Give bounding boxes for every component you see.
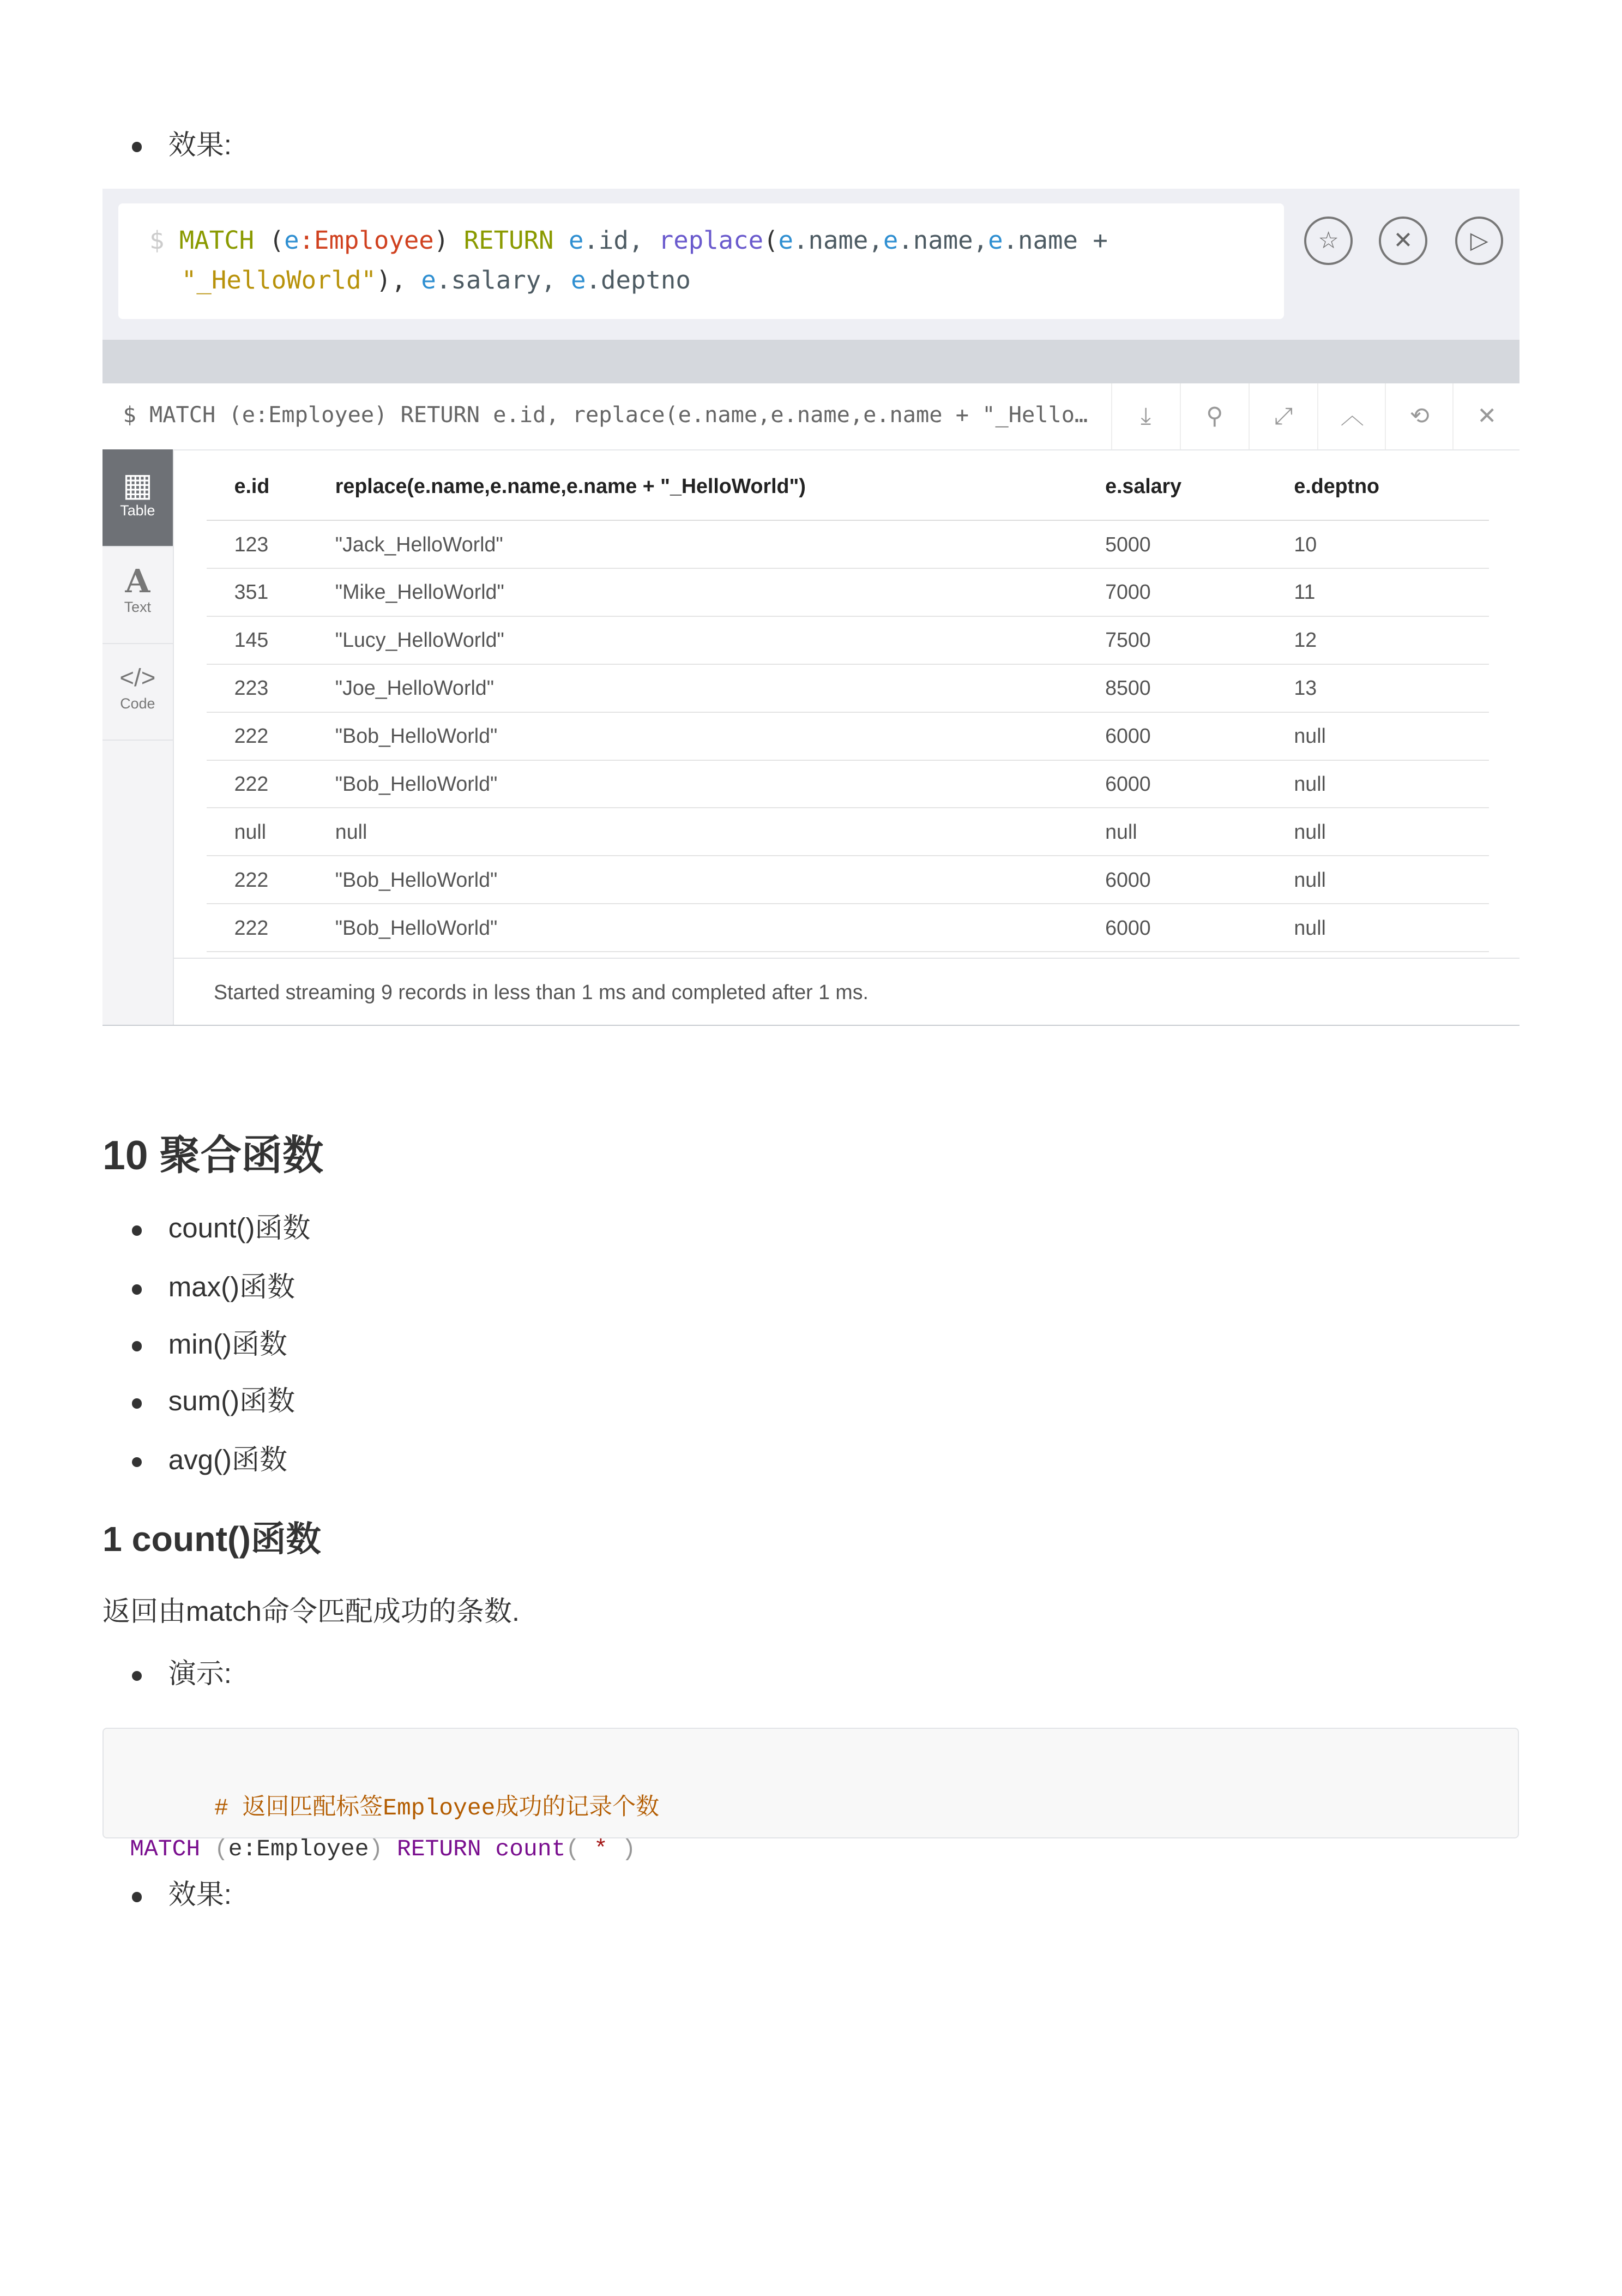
view-tab-table[interactable]: ▦ Table <box>102 449 173 547</box>
table-cell: 13 <box>1293 664 1489 712</box>
table-row <box>207 712 1489 760</box>
code-block: # 返回匹配标签Employee成功的记录个数 MATCH (e:Employee) RETURN count( * ) <box>102 1728 1519 1838</box>
table-cell: 6000 <box>1104 712 1292 760</box>
table-cell: 7000 <box>1104 568 1292 616</box>
clear-close-icon[interactable]: ✕ <box>1379 217 1427 265</box>
table-cell: 7500 <box>1104 616 1292 664</box>
view-tab-text[interactable]: A Text <box>102 546 173 644</box>
table-cell: null <box>1293 760 1489 808</box>
table-row <box>207 856 1489 904</box>
table-cell: "Bob_HelloWorld" <box>334 904 1104 952</box>
table-icon: ▦ <box>122 466 153 503</box>
table-row <box>207 520 1489 568</box>
table-cell: 6000 <box>1104 856 1292 904</box>
subsection-heading: 1 count()函数 <box>102 1519 321 1559</box>
table-cell: null <box>1293 808 1489 856</box>
text-icon: A <box>125 562 150 600</box>
column-header: e.deptno <box>1293 453 1489 520</box>
bullet-demo: 演示: <box>132 1656 232 1691</box>
column-header: e.id <box>207 453 334 520</box>
table-cell: 8500 <box>1104 664 1292 712</box>
table-cell: "Bob_HelloWorld" <box>334 760 1104 808</box>
table-cell: 5000 <box>1104 520 1292 568</box>
frame-divider <box>102 340 1520 384</box>
section-heading: 10 聚合函数 <box>102 1132 324 1178</box>
table-cell: 12 <box>1293 616 1489 664</box>
result-query-title[interactable]: $ MATCH (e:Employee) RETURN e.id, replace(e.name,e.name,e.name + "_Hello… <box>123 402 1088 428</box>
table-cell: 145 <box>207 616 334 664</box>
table-cell: null <box>207 808 334 856</box>
table-cell: 6000 <box>1104 904 1292 952</box>
list-item: avg()函数 <box>132 1442 287 1477</box>
table-cell: "Mike_HelloWorld" <box>334 568 1104 616</box>
code-icon: </> <box>119 663 156 692</box>
pin-icon[interactable]: ⚲ <box>1180 383 1249 449</box>
table-cell: 222 <box>207 712 334 760</box>
bullet-effect: 效果: <box>132 128 232 163</box>
list-item: sum()函数 <box>132 1384 295 1419</box>
table-cell: null <box>1293 712 1489 760</box>
paragraph: 返回由match命令匹配成功的条数. <box>102 1596 520 1627</box>
list-item: max()函数 <box>132 1270 295 1305</box>
table-row <box>207 616 1489 664</box>
table-cell: null <box>1293 904 1489 952</box>
code-comment: # 返回匹配标签Employee成功的记录个数 <box>214 1794 660 1822</box>
view-tab-code[interactable]: </> Code <box>102 643 173 741</box>
run-play-icon[interactable]: ▷ <box>1455 217 1504 265</box>
collapse-icon[interactable]: ︿ <box>1317 383 1386 449</box>
table-cell: 222 <box>207 760 334 808</box>
download-icon[interactable]: ⤓ <box>1111 383 1180 449</box>
column-header: replace(e.name,e.name,e.name + "_HelloWorld") <box>334 453 1104 520</box>
table-cell: 10 <box>1293 520 1489 568</box>
bullet-effect: 效果: <box>132 1877 232 1912</box>
table-row <box>207 760 1489 808</box>
table-row <box>207 808 1489 856</box>
favorite-star-icon[interactable]: ☆ <box>1304 217 1353 265</box>
table-cell: null <box>334 808 1104 856</box>
table-cell: "Lucy_HelloWorld" <box>334 616 1104 664</box>
table-row <box>207 904 1489 952</box>
table-cell: "Bob_HelloWorld" <box>334 856 1104 904</box>
table-cell: 222 <box>207 856 334 904</box>
query-editor <box>102 189 1520 340</box>
column-header: e.salary <box>1104 453 1292 520</box>
query-input[interactable]: $ MATCH (e:Employee) RETURN e.id, replace(e.name,e.name,e.name + "_HelloWorld"), e.salary, e.deptno <box>118 203 1283 319</box>
rerun-icon[interactable]: ⟲ <box>1385 383 1454 449</box>
table-row <box>207 664 1489 712</box>
list-item: min()函数 <box>132 1327 287 1362</box>
table-cell: 123 <box>207 520 334 568</box>
table-cell: "Bob_HelloWorld" <box>334 712 1104 760</box>
table-cell: "Jack_HelloWorld" <box>334 520 1104 568</box>
table-cell: 222 <box>207 904 334 952</box>
table-row <box>207 568 1489 616</box>
result-header <box>102 383 1520 450</box>
result-table <box>207 453 1489 952</box>
close-icon[interactable]: ✕ <box>1452 383 1521 449</box>
table-cell: "Joe_HelloWorld" <box>334 664 1104 712</box>
table-cell: null <box>1104 808 1292 856</box>
table-cell: 351 <box>207 568 334 616</box>
table-cell: null <box>1293 856 1489 904</box>
result-status: Started streaming 9 records in less than 1 ms and completed after 1 ms. <box>173 958 1520 1025</box>
expand-icon[interactable]: ⤢ <box>1249 383 1317 449</box>
list-item: count()函数 <box>132 1211 311 1246</box>
table-cell: 6000 <box>1104 760 1292 808</box>
table-cell: 223 <box>207 664 334 712</box>
neo4j-frame <box>102 189 1520 1026</box>
table-cell: 11 <box>1293 568 1489 616</box>
view-sidebar <box>102 449 174 1025</box>
